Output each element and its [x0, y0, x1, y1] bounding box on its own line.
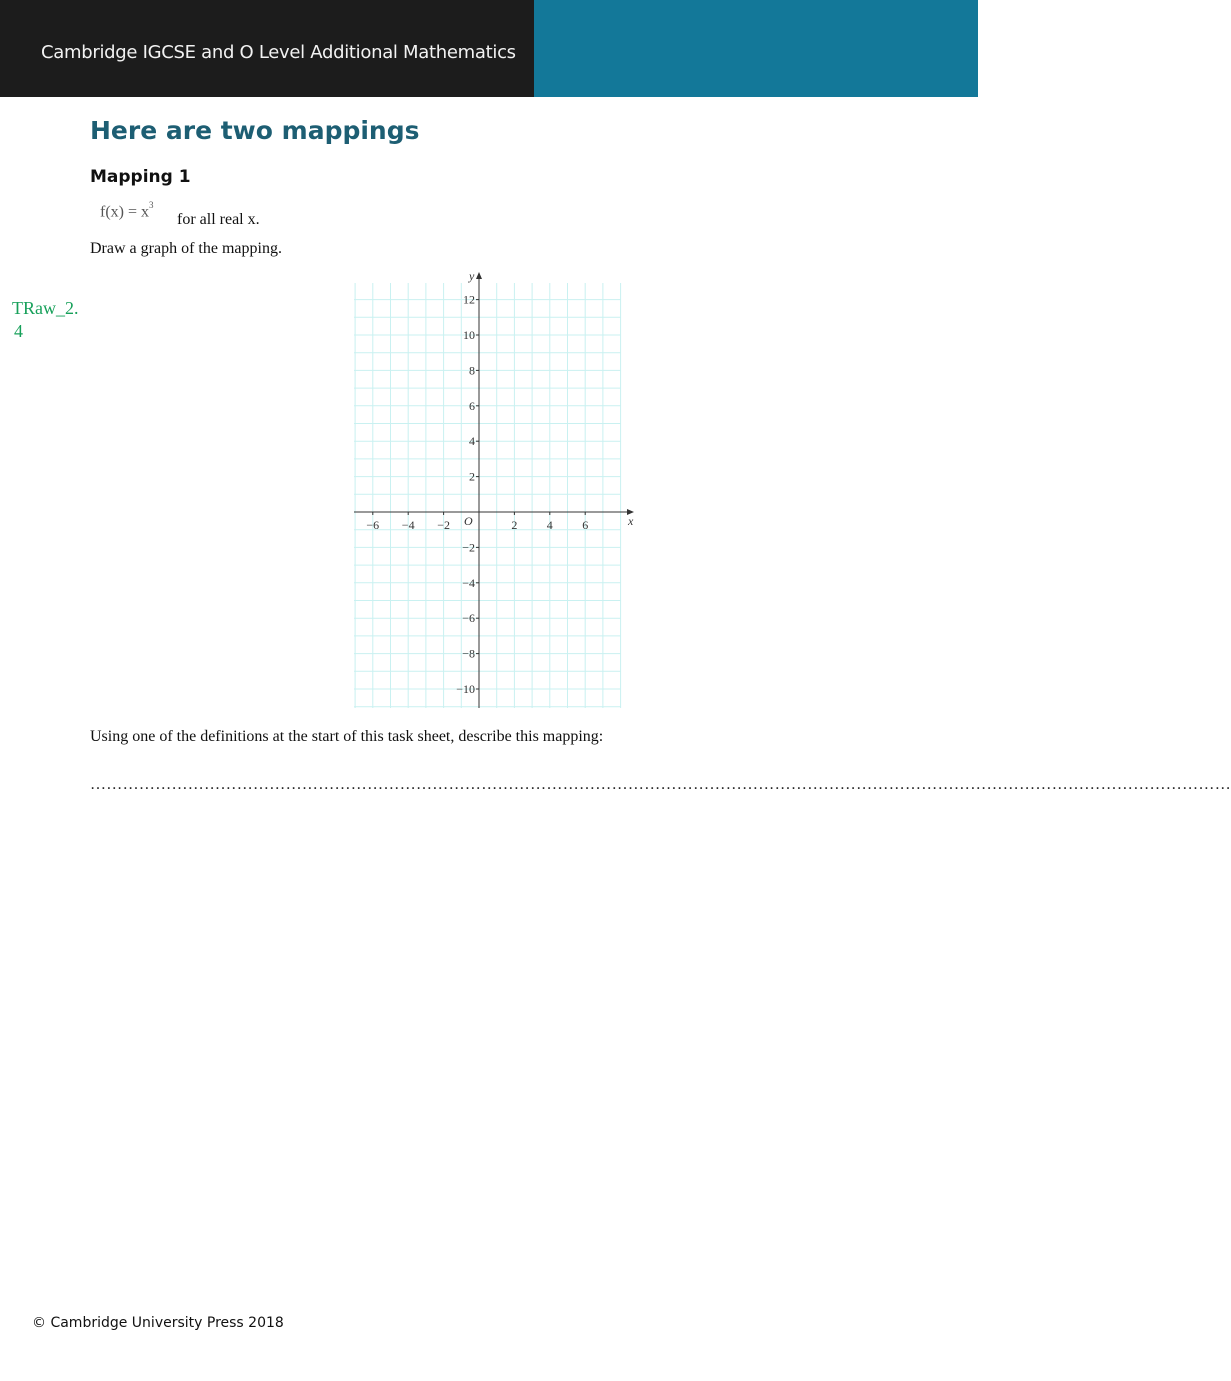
formula-condition: for all real x.: [177, 211, 260, 228]
origin-label: O: [464, 514, 473, 528]
x-tick-label: 2: [511, 518, 518, 532]
grid-lines: [354, 283, 621, 708]
mapping-1-heading: Mapping 1: [90, 167, 191, 187]
margin-reference: TRaw_2.: [12, 298, 79, 318]
y-tick-label: −10: [456, 682, 475, 696]
coordinate-grid: [350, 268, 640, 713]
y-axis-arrow: [476, 272, 482, 279]
answer-line: …………………………………………………………………………………………………………………………………………………………………………………………: [90, 776, 1231, 793]
y-tick-label: 8: [469, 363, 475, 378]
header-accent-block: [534, 0, 978, 97]
tick-labels: [366, 269, 634, 696]
y-tick-label: −8: [462, 646, 475, 661]
x-axis-label: x: [628, 514, 634, 528]
y-tick-label: 6: [469, 398, 475, 413]
y-tick-label: 10: [463, 328, 475, 342]
y-tick-label: −2: [462, 540, 475, 555]
question-text: Using one of the definitions at the start of this task sheet, describe this mapping:: [90, 728, 604, 745]
formula-main: f(x) = x: [100, 203, 150, 221]
page-title: Here are two mappings: [90, 116, 420, 145]
y-tick-label: 2: [469, 469, 475, 484]
x-tick-label: 4: [546, 518, 553, 532]
y-tick-label: −4: [462, 575, 475, 590]
x-tick-label: −6: [366, 518, 380, 532]
y-tick-label: 4: [469, 434, 475, 449]
x-tick-label: −2: [437, 518, 450, 532]
header-title: Cambridge IGCSE and O Level Additional Mathematics: [41, 42, 516, 63]
y-tick-label: −6: [462, 611, 475, 626]
instruction-text: Draw a graph of the mapping.: [90, 240, 282, 257]
axes: [354, 272, 634, 708]
margin-reference-cut: 4: [14, 321, 23, 341]
mapping-formula: [100, 202, 154, 221]
x-tick-label: 6: [582, 518, 589, 532]
y-tick-label: 12: [463, 292, 475, 307]
x-tick-label: −4: [401, 518, 415, 532]
footer-copyright: © Cambridge University Press 2018: [32, 1315, 284, 1331]
y-axis-label: y: [469, 269, 475, 283]
formula-exponent: 3: [149, 200, 154, 210]
